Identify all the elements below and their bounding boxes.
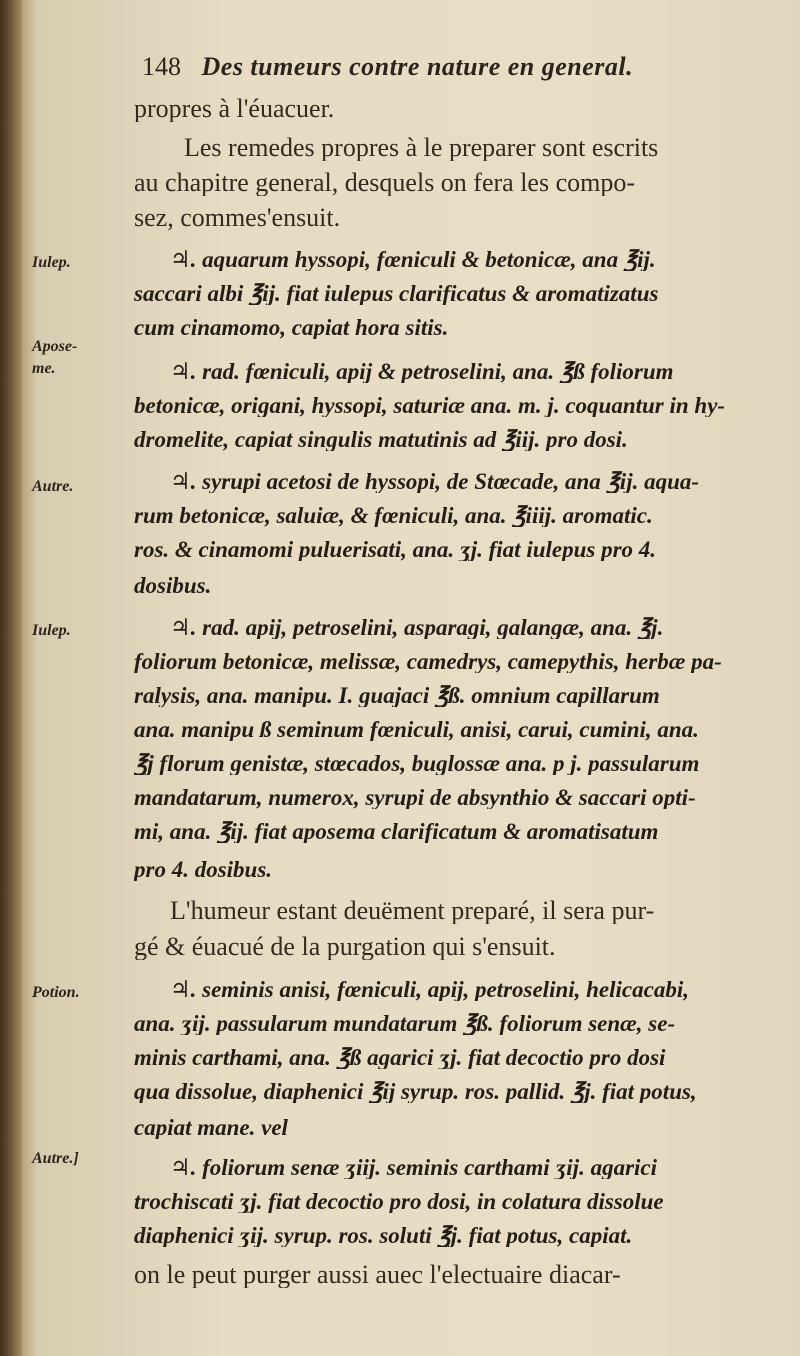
recipe-line: qua dissolue, diaphenici ℥ij syrup. ros. pallid. ℥j. fiat potus,: [134, 1080, 697, 1103]
recipe-line: ℥j florum genistæ, stœcados, buglossæ ana. p j. passularum: [134, 752, 700, 775]
recipe-line: betonicæ, origani, hyssopi, saturiæ ana. m. j. coquantur in hy-: [134, 394, 726, 417]
recipe-line: ♃. rad. fœniculi, apij & petroselini, ana. ℥ß foliorum: [170, 360, 674, 383]
recipe-line: ♃. seminis anisi, fœniculi, apij, petroselini, helicacabi,: [170, 978, 689, 1001]
recipe-line: foliorum betonicæ, melissæ, camedrys, camepythis, herbæ pa-: [134, 650, 722, 673]
book-binding-shadow: [0, 0, 22, 1356]
text-line: gé & éuacué de la purgation qui s'ensuit.: [134, 934, 556, 960]
recipe-line: ♃. aquarum hyssopi, fœniculi & betonicæ, ana ℥ij.: [170, 248, 656, 271]
running-title: Des tumeurs contre nature en general.: [201, 52, 634, 81]
recipe-line: mi, ana. ℥ij. fiat aposema clarificatum & aromatisatum: [134, 820, 659, 843]
margin-note-iulep: Iulep.: [32, 254, 71, 271]
margin-note-autre-2: Autre.]: [32, 1150, 79, 1167]
margin-note-iulep-2: Iulep.: [32, 622, 71, 639]
page-number: 148: [142, 52, 181, 81]
recipe-line: ana. manipu ß seminum fœniculi, anisi, carui, cumini, ana.: [134, 718, 699, 741]
margin-note-autre: Autre.: [32, 478, 74, 495]
margin-note-aposeme-2: me.: [32, 360, 56, 377]
recipe-line: ♃. foliorum senæ ʒiij. seminis carthami ʒij. agarici: [170, 1156, 658, 1179]
recipe-line: pro 4. dosibus.: [134, 858, 273, 881]
recipe-line: capiat mane. vel: [134, 1116, 288, 1139]
text-line: sez, commes'ensuit.: [134, 205, 341, 231]
text-line: L'humeur estant deuëment preparé, il sera pur-: [170, 898, 655, 924]
recipe-line: dosibus.: [134, 574, 212, 597]
recipe-line: diaphenici ʒij. syrup. ros. soluti ℥j. fiat potus, capiat.: [134, 1224, 633, 1247]
recipe-line: rum betonicæ, saluiæ, & fœniculi, ana. ℥iiij. aromatic.: [134, 504, 653, 527]
running-header: [142, 52, 782, 82]
recipe-line: ♃. rad. apij, petroselini, asparagi, galangæ, ana. ℥j.: [170, 616, 664, 639]
recipe-line: minis carthami, ana. ℥ß agarici ʒj. fiat decoctio pro dosi: [134, 1046, 666, 1069]
recipe-line: cum cinamomo, capiat hora sitis.: [134, 316, 449, 339]
text-line: propres à l'éuacuer.: [134, 96, 335, 122]
recipe-line: ♃. syrupi acetosi de hyssopi, de Stœcade, ana ℥ij. aqua-: [170, 470, 700, 493]
recipe-line: dromelite, capiat singulis matutinis ad ℥iij. pro dosi.: [134, 428, 628, 451]
recipe-line: saccari albi ℥ij. fiat iulepus clarificatus & aromatizatus: [134, 282, 659, 305]
recipe-line: ana. ʒij. passularum mundatarum ℥ß. foliorum senæ, se-: [134, 1012, 676, 1035]
text-line: on le peut purger aussi auec l'electuaire diacar-: [134, 1262, 621, 1288]
book-page: [36, 0, 800, 1356]
recipe-line: ralysis, ana. manipu. I. guajaci ℥ß. omnium capillarum: [134, 684, 660, 707]
text-line: au chapitre general, desquels on fera les compo-: [134, 170, 636, 196]
text-line: Les remedes propres à le preparer sont escrits: [184, 135, 659, 161]
margin-note-potion: Potion.: [32, 984, 80, 1001]
recipe-line: trochiscati ʒj. fiat decoctio pro dosi, in colatura dissolue: [134, 1190, 664, 1213]
margin-note-aposeme-1: Apose-: [32, 338, 78, 355]
recipe-line: mandatarum, numerox, syrupi de absynthio & saccari opti-: [134, 786, 696, 809]
recipe-line: ros. & cinamomi puluerisati, ana. ʒj. fiat iulepus pro 4.: [134, 538, 657, 561]
